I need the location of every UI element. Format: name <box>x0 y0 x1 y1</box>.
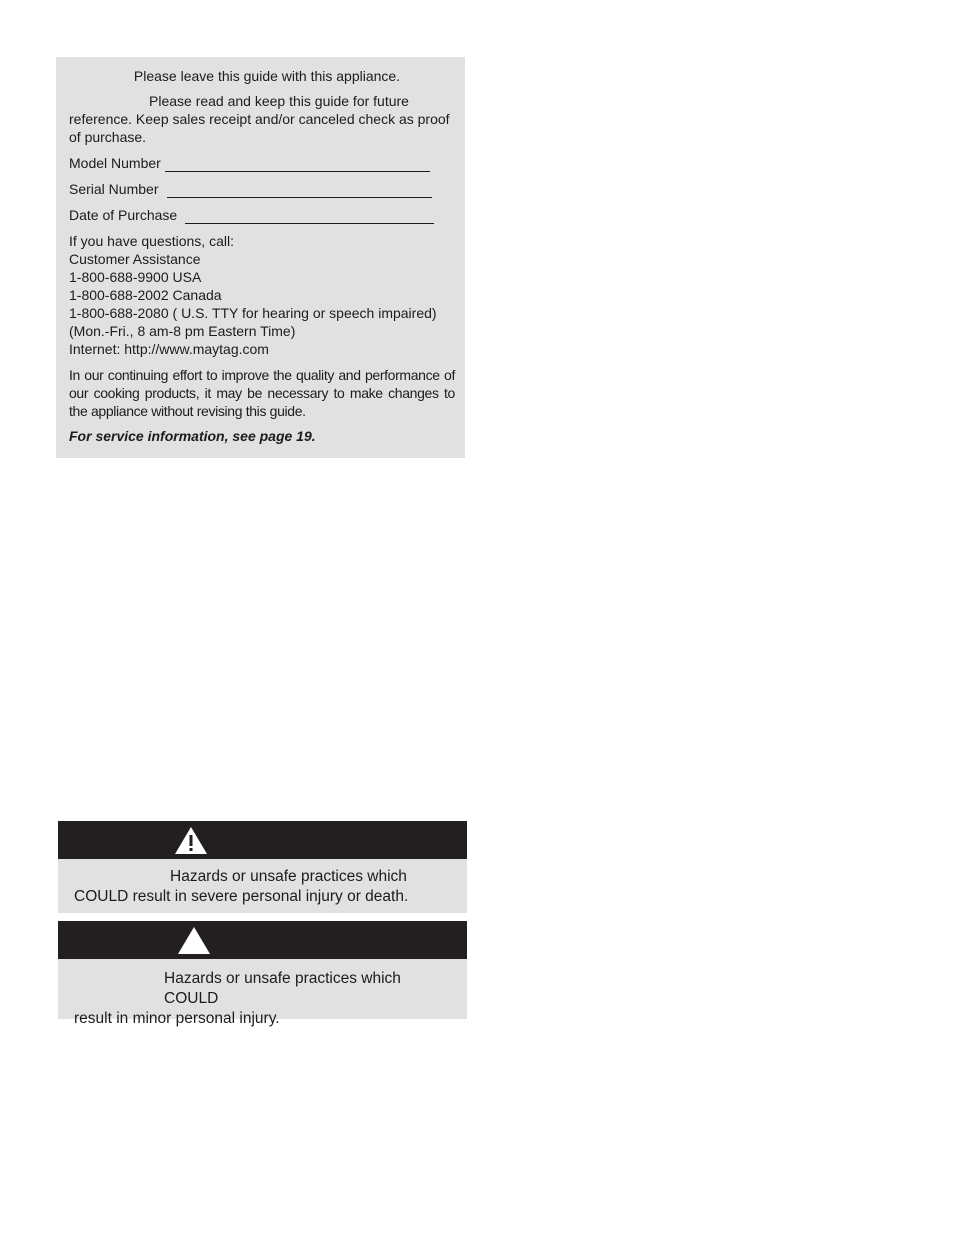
date-of-purchase-line[interactable] <box>185 209 434 224</box>
service-hours: (Mon.-Fri., 8 am-8 pm Eastern Time) <box>69 323 296 339</box>
date-of-purchase-label: Date of Purchase <box>69 207 178 223</box>
warning-block <box>58 821 467 913</box>
caution-body-line2: result in minor personal injury. <box>74 1010 280 1027</box>
keep-guide-rest: reference. Keep sales receipt and/or canceled check as proof of purchase. <box>69 111 450 145</box>
caution-block <box>58 921 467 1027</box>
serial-number-label: Serial Number <box>69 181 159 197</box>
warning-body-line2: COULD result in severe personal injury or death. <box>74 888 409 905</box>
model-number-line[interactable] <box>165 157 430 172</box>
phone-canada: 1-800-688-2002 Canada <box>69 287 222 303</box>
keep-guide-first-line: Please read and keep this guide for future <box>149 93 409 109</box>
date-of-purchase-row <box>69 206 455 224</box>
model-number-row <box>69 154 455 172</box>
product-info-box <box>56 57 465 458</box>
phone-usa: 1-800-688-9900 USA <box>69 269 202 285</box>
serial-number-line[interactable] <box>167 183 432 198</box>
phone-tty: 1-800-688-2080 ( U.S. TTY for hearing or speech impaired) <box>69 305 437 321</box>
contact-question: If you have questions, call: <box>69 233 234 249</box>
warning-header-bar <box>58 821 467 859</box>
model-number-label: Model Number <box>69 155 161 171</box>
caution-triangle-icon <box>177 926 211 955</box>
warning-body <box>58 859 467 913</box>
serial-number-row <box>69 180 455 198</box>
leave-guide-note: Please leave this guide with this appliance. <box>133 68 401 84</box>
revision-notice: In our continuing effort to improve the quality and performance of our cooking products, it may be necessary to make changes to the appliance without revising this guide. <box>69 367 455 419</box>
service-info-note: For service information, see page 19. <box>69 428 316 444</box>
warning-body-line1: Hazards or unsafe practices which <box>170 868 407 885</box>
contact-info <box>69 232 455 358</box>
caution-body-line1: Hazards or unsafe practices which COULD <box>164 970 401 1007</box>
keep-guide-note <box>69 92 455 146</box>
caution-body <box>58 959 467 1027</box>
warning-exclamation-icon <box>174 826 208 855</box>
caution-header-bar <box>58 921 467 959</box>
customer-assistance-label: Customer Assistance <box>69 251 201 267</box>
internet-link: Internet: http://www.maytag.com <box>69 341 269 357</box>
